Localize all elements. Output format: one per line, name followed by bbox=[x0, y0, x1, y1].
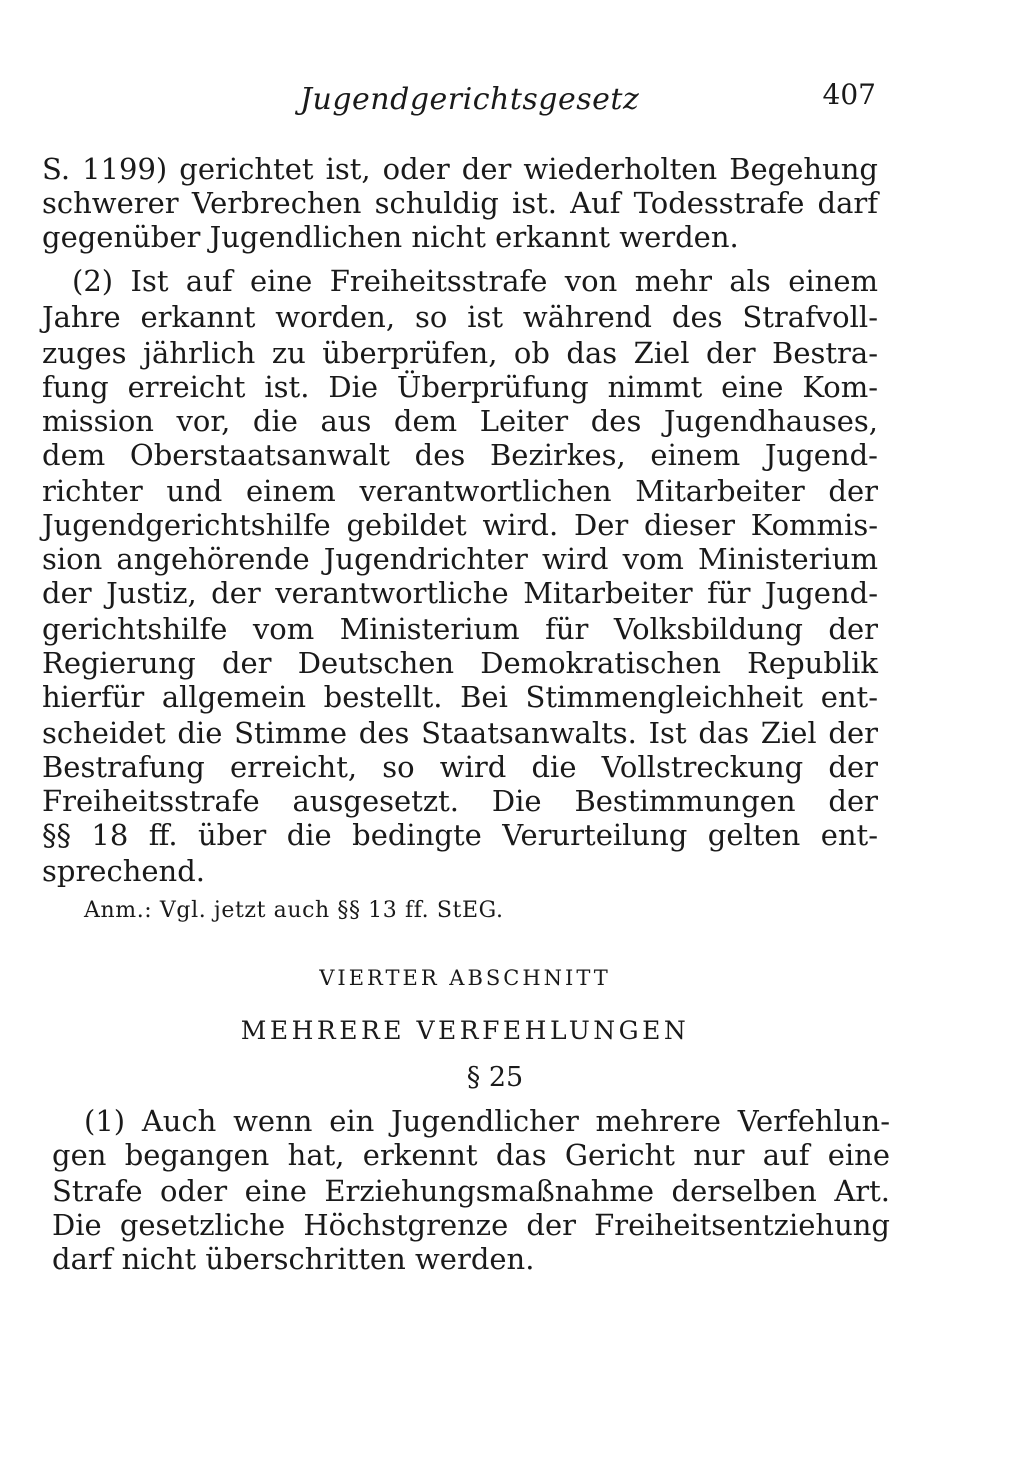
text-line: (1) Auch wenn ein Jugendlicher mehrere Verfehlun- bbox=[84, 1104, 890, 1138]
text-line: Die gesetzliche Höchstgrenze der Freiheitsentziehung bbox=[52, 1208, 890, 1242]
text-line: Strafe oder eine Erziehungsmaßnahme derselben Art. bbox=[52, 1174, 890, 1208]
page-number: 407 bbox=[822, 78, 876, 111]
text-line: sion angehörende Jugendrichter wird vom Ministerium bbox=[42, 542, 878, 576]
text-line: richter und einem verantwortlichen Mitarbeiter der bbox=[42, 474, 878, 508]
text-line: gen begangen hat, erkennt das Gericht nur auf eine bbox=[52, 1138, 890, 1172]
text-line: scheidet die Stimme des Staatsanwalts. Ist das Ziel der bbox=[42, 716, 878, 750]
chapter-heading: VIERTER ABSCHNITT bbox=[319, 966, 611, 990]
section-number: § 25 bbox=[466, 1062, 524, 1093]
text-line: (2) Ist auf eine Freiheitsstrafe von mehr als einem bbox=[72, 264, 878, 298]
text-line: fung erreicht ist. Die Überprüfung nimmt eine Kom- bbox=[42, 370, 878, 404]
text-line: dem Oberstaatsanwalt des Bezirkes, einem Jugend- bbox=[42, 438, 878, 472]
text-line: schwerer Verbrechen schuldig ist. Auf Todesstrafe darf bbox=[42, 186, 878, 220]
text-line: §§ 18 ff. über die bedingte Verurteilung gelten ent- bbox=[42, 818, 878, 852]
text-line: Bestrafung erreicht, so wird die Vollstreckung der bbox=[42, 750, 878, 784]
text-line: Jugendgerichtshilfe gebildet wird. Der dieser Kommis- bbox=[42, 508, 878, 542]
text-line: darf nicht überschritten werden. bbox=[52, 1242, 535, 1276]
text-line: Jahre erkannt worden, so ist während des Strafvoll- bbox=[42, 300, 878, 334]
text-line: S. 1199) gerichtet ist, oder der wiederholten Begehung bbox=[42, 152, 878, 186]
text-line: Regierung der Deutschen Demokratischen Republik bbox=[42, 646, 878, 680]
text-line: Freiheitsstrafe ausgesetzt. Die Bestimmungen der bbox=[42, 784, 878, 818]
footnote: Anm.: Vgl. jetzt auch §§ 13 ff. StEG. bbox=[84, 898, 504, 923]
running-title: Jugendgerichtsgesetz bbox=[300, 82, 640, 117]
chapter-title: MEHRERE VERFEHLUNGEN bbox=[240, 1016, 690, 1045]
page-header bbox=[40, 78, 880, 118]
text-line: gegenüber Jugendlichen nicht erkannt werden. bbox=[42, 220, 739, 254]
text-line: mission vor, die aus dem Leiter des Jugendhauses, bbox=[42, 404, 878, 438]
text-line: hierfür allgemein bestellt. Bei Stimmengleichheit ent- bbox=[42, 680, 878, 714]
text-line: der Justiz, der verantwortliche Mitarbeiter für Jugend- bbox=[42, 576, 878, 610]
text-line: sprechend. bbox=[42, 854, 206, 888]
text-line: gerichtshilfe vom Ministerium für Volksbildung der bbox=[42, 612, 878, 646]
text-line: zuges jährlich zu überprüfen, ob das Ziel der Bestra- bbox=[42, 336, 878, 370]
